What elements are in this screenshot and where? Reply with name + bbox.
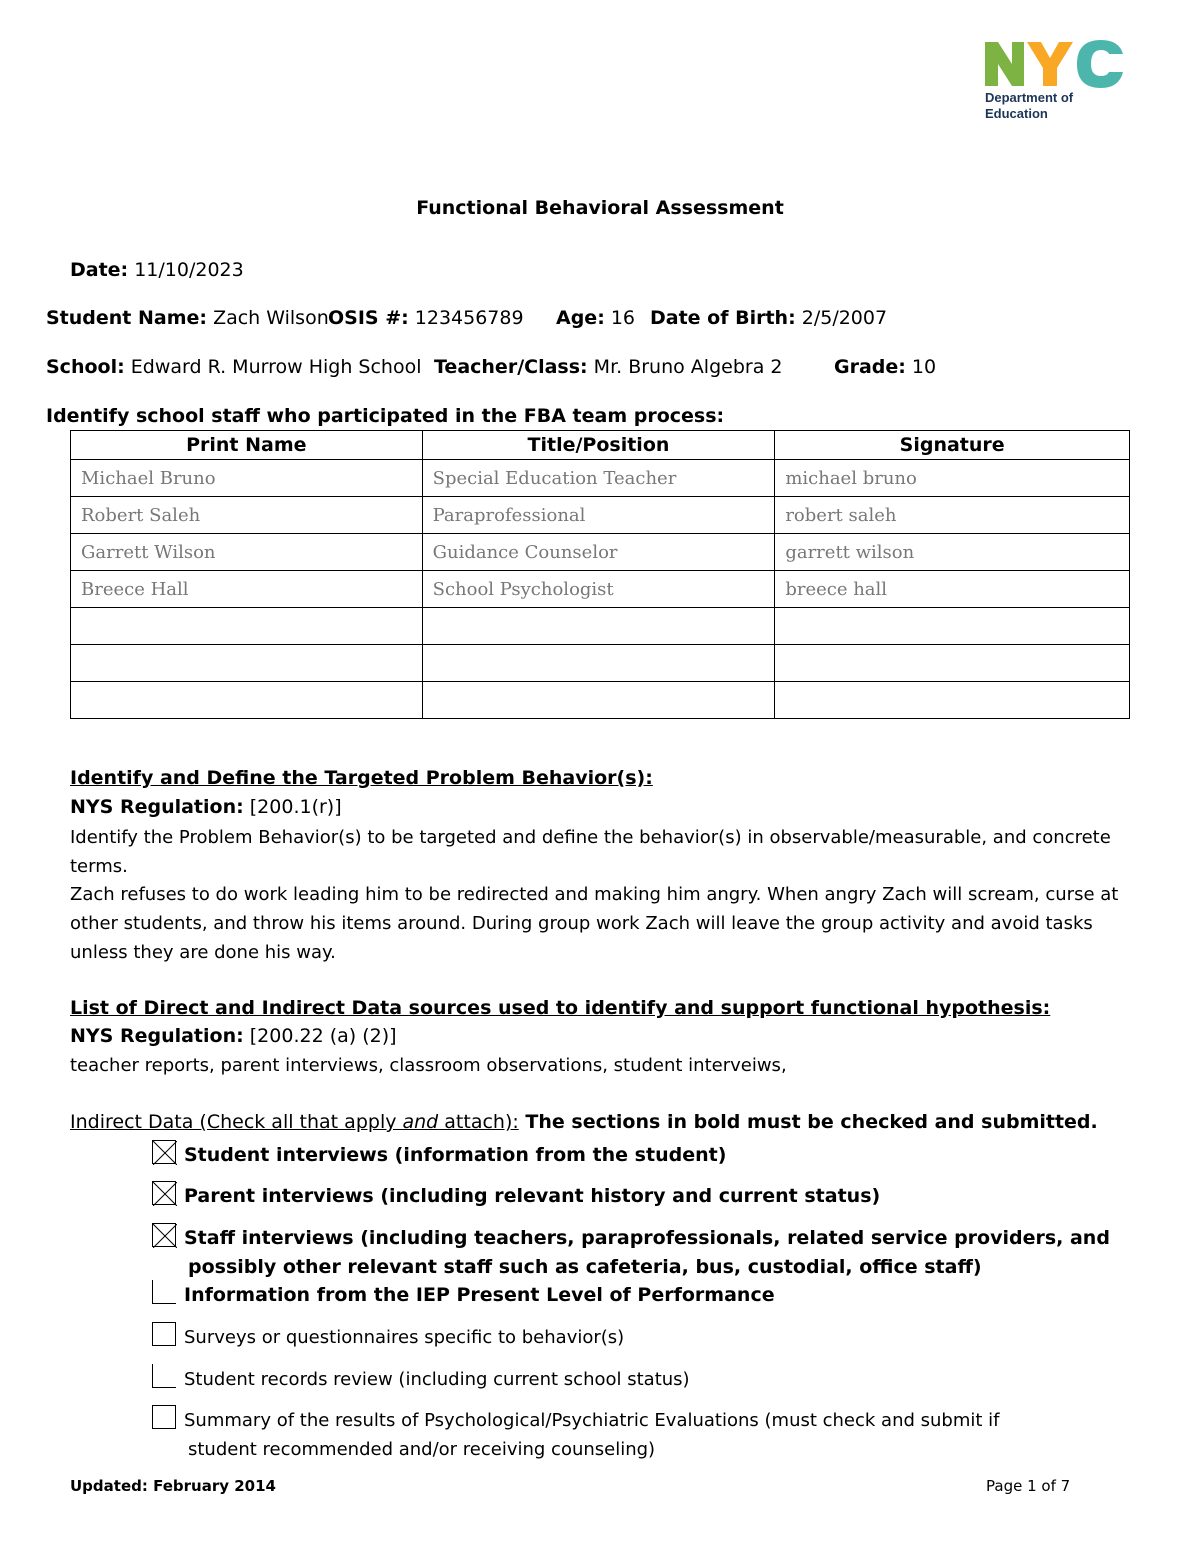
sources-reg-label: NYS Regulation: [70,1025,244,1047]
signature-cell[interactable]: michael bruno [775,460,1130,497]
table-row [71,645,1130,682]
footer-page-number: Page 1 of 7 [986,1477,1071,1495]
surveys-label: Surveys or questionnaires specific to behavior(s) [184,1327,625,1348]
behavior-heading: Identify and Define the Targeted Problem Behavior(s): [70,767,653,789]
signature-cell[interactable] [775,645,1130,682]
psych-eval-label: Summary of the results of Psychological/Psychiatric Evaluations (must check and submit if [184,1410,1000,1431]
table-row [71,571,1130,608]
indirect-label-and: and [402,1111,439,1133]
title-cell[interactable]: Special Education Teacher [422,460,775,497]
student-label: Student Name: [46,307,208,329]
nyc-doe-logo [983,38,1128,128]
print-name-cell[interactable]: Robert Saleh [71,497,423,534]
signature-cell[interactable] [775,682,1130,719]
grade-line [834,356,936,378]
title-cell[interactable] [422,645,775,682]
title-cell[interactable]: Guidance Counselor [422,534,775,571]
title-cell[interactable] [422,608,775,645]
signature-cell[interactable]: robert saleh [775,497,1130,534]
indirect-note: The sections in bold must be checked and submitted. [518,1111,1098,1133]
parent-interviews-checkbox[interactable] [152,1181,176,1205]
student-interviews-label: Student interviews (information from the student) [184,1144,727,1166]
sources-response[interactable]: teacher reports, parent interviews, classroom observations, student interveiws, [70,1055,787,1076]
psych-eval-label-line2: student recommended and/or receiving counseling) [188,1439,656,1460]
signature-cell[interactable]: garrett wilson [775,534,1130,571]
osis-label: OSIS #: [328,307,409,329]
dob-value: 2/5/2007 [801,307,888,329]
parent-interviews-label: Parent interviews (including relevant history and current status) [184,1185,881,1207]
x-mark-icon [153,1182,177,1206]
sources-regulation [70,1025,397,1047]
print-name-cell[interactable]: Breece Hall [71,571,423,608]
column-header-title: Title/Position [422,431,775,460]
sources-reg-value: [200.22 (a) (2)] [249,1025,397,1047]
table-row [71,497,1130,534]
staff-heading: Identify school staff who participated in the FBA team process: [46,405,725,427]
iep-plp-label: Information from the IEP Present Level of Performance [184,1284,775,1306]
records-review-checkbox[interactable] [152,1364,176,1388]
signature-cell[interactable] [775,608,1130,645]
print-name-cell[interactable]: Garrett Wilson [71,534,423,571]
staff-table [70,430,1130,719]
behavior-regulation [70,796,342,818]
student-line [46,307,329,329]
staff-interviews-label-line2: possibly other relevant staff such as cafeteria, bus, custodial, office staff) [188,1256,982,1278]
table-row [71,682,1130,719]
school-label: School: [46,356,125,378]
dob-label: Date of Birth: [650,307,796,329]
title-cell[interactable] [422,682,775,719]
table-row [71,608,1130,645]
iep-plp-checkbox[interactable] [152,1280,176,1304]
age-line [556,307,635,329]
school-line [46,356,421,378]
grade-value: 10 [911,356,937,378]
behavior-reg-value: [200.1(r)] [249,796,342,818]
table-row [71,534,1130,571]
behavior-response[interactable]: Zach refuses to do work leading him to be redirected and making him angry. When angry Zach will scream, curse at other students, and throw his items around. During group work Zach will leave the group activity and avoid tasks unless they are done his way. [70,884,1119,963]
indirect-heading [70,1111,1098,1133]
grade-label: Grade: [834,356,906,378]
title-cell[interactable]: Paraprofessional [422,497,775,534]
psych-eval-checkbox[interactable] [152,1405,176,1429]
logo-text: Department of Education [985,90,1074,121]
column-header-print-name: Print Name [71,431,423,460]
print-name-cell[interactable] [71,682,423,719]
student-value: Zach Wilson [213,307,329,329]
dob-line [650,307,887,329]
osis-value: 123456789 [414,307,524,329]
age-value: 16 [610,307,636,329]
indirect-label-b: attach): [438,1111,519,1133]
print-name-cell[interactable]: Michael Bruno [71,460,423,497]
nyc-logo-mark [983,38,1125,88]
behavior-reg-label: NYS Regulation: [70,796,244,818]
signature-cell[interactable]: breece hall [775,571,1130,608]
date-line [70,259,244,281]
date-value: 11/10/2023 [134,259,244,281]
footer-updated: Updated: February 2014 [70,1477,276,1495]
surveys-checkbox[interactable] [152,1322,176,1346]
table-header-row [71,431,1130,460]
print-name-cell[interactable] [71,645,423,682]
print-name-cell[interactable] [71,608,423,645]
indirect-label-a: Indirect Data (Check all that apply [70,1111,403,1133]
teacher-value: Mr. Bruno Algebra 2 [593,356,783,378]
school-value: Edward R. Murrow High School [130,356,422,378]
records-review-label: Student records review (including current school status) [184,1369,690,1390]
behavior-instruction: Identify the Problem Behavior(s) to be targeted and define the behavior(s) in observable/measurable, and concrete terms. [70,827,1111,877]
staff-interviews-label: Staff interviews (including teachers, paraprofessionals, related service providers, and [184,1227,1110,1249]
x-mark-icon [153,1141,177,1165]
column-header-signature: Signature [775,431,1130,460]
osis-line [328,307,524,329]
student-interviews-checkbox[interactable] [152,1140,176,1164]
sources-heading: List of Direct and Indirect Data sources used to identify and support functional hypothesis: [70,997,1051,1019]
x-mark-icon [153,1224,177,1248]
staff-interviews-checkbox[interactable] [152,1223,176,1247]
table-row [71,460,1130,497]
page-title: Functional Behavioral Assessment [416,197,784,219]
age-label: Age: [556,307,605,329]
teacher-label: Teacher/Class: [434,356,588,378]
date-label: Date: [70,259,129,281]
teacher-line [434,356,782,378]
title-cell[interactable]: School Psychologist [422,571,775,608]
